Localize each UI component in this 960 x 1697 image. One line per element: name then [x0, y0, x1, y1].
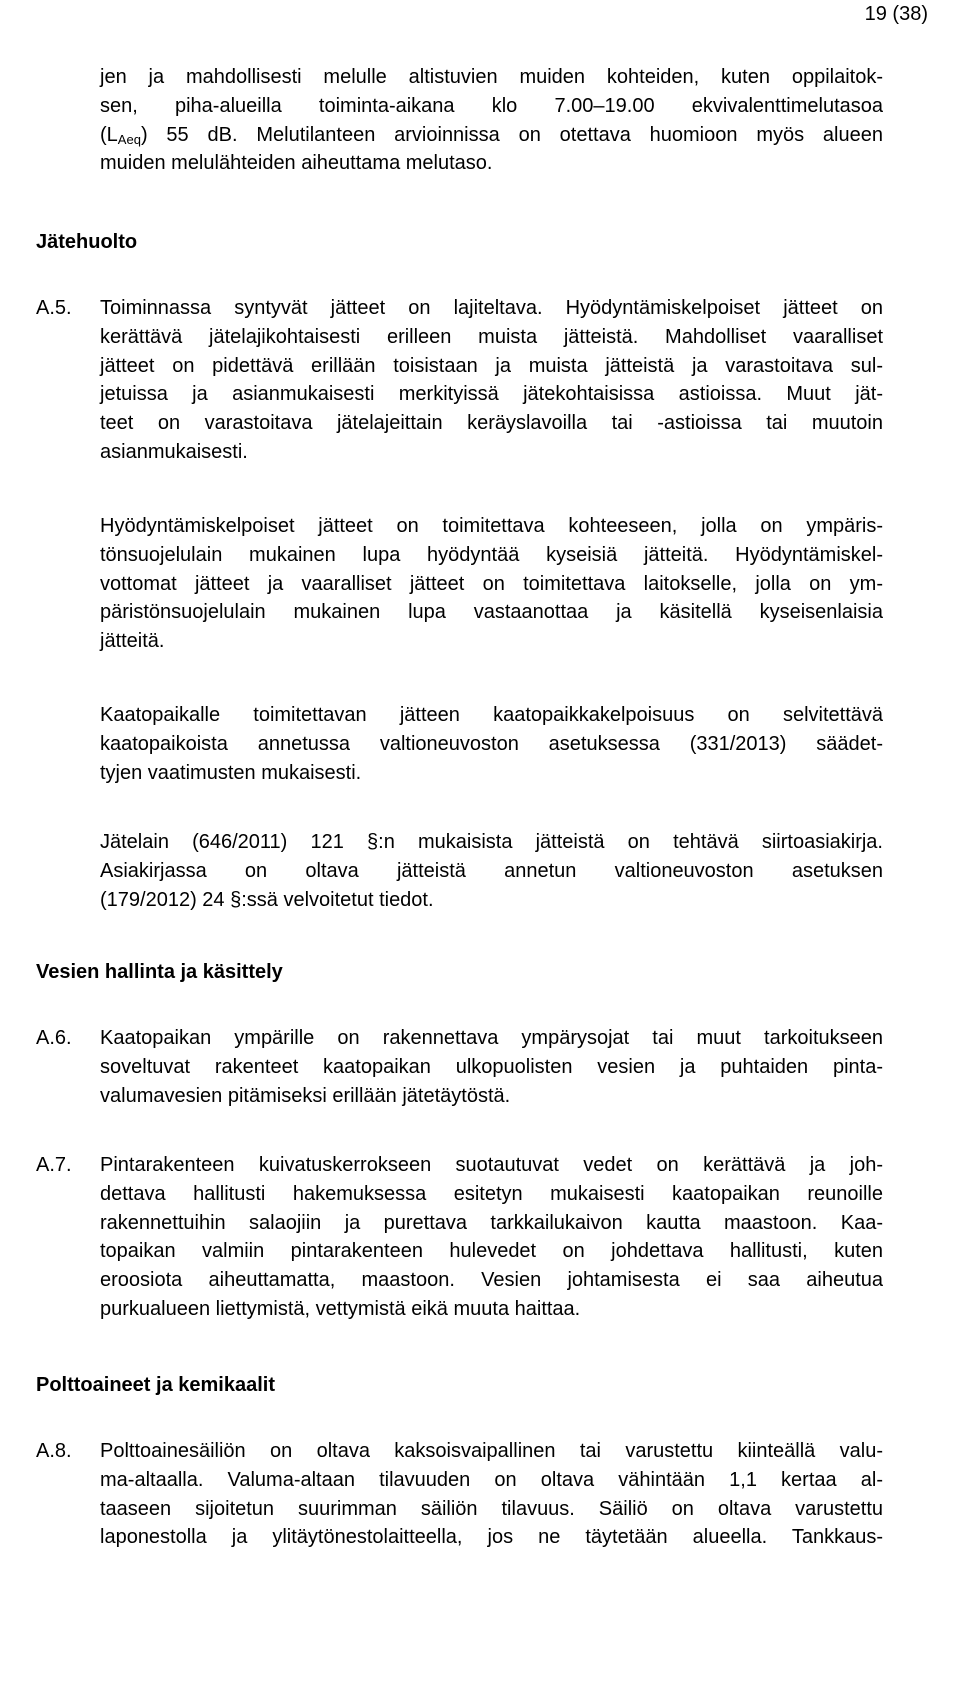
text-line	[100, 121, 883, 150]
text-line: kerättävä jätelajikohtaisesti erilleen muista jätteistä. Mahdolliset vaaralliset	[100, 325, 883, 348]
text-line: eroosiota aiheuttamatta, maastoon. Vesien johtamisesta ei saa aiheutua	[100, 1269, 883, 1292]
text-line: dettava hallitusti hakemuksessa esitetyn mukaisesti kaatopaikan reunoille	[100, 1182, 883, 1205]
text-line: Jätelain (646/2011) 121 §:n mukaisista jätteistä on tehtävä siirtoasiakirja.	[100, 831, 883, 853]
text-line: topaikan valmiin pintarakenteen hulevedet on johdettava hallitusti, kuten	[100, 1240, 883, 1263]
text-line: teet on varastoitava jätelajeittain keräyslavoilla tai -astioissa tai muutoin	[100, 412, 883, 435]
text-line: Toiminnassa syntyvät jätteet on lajiteltava. Hyödyntämiskelpoiset jätteet on	[100, 297, 883, 319]
text-line: kaatopaikoista annetussa valtioneuvoston asetuksessa (331/2013) säädet-	[100, 732, 883, 755]
text-line: tyjen vaatimusten mukaisesti.	[100, 761, 362, 784]
text-line: Kaatopaikan ympärille on rakennettava ympärysojat tai muut tarkoitukseen	[100, 1027, 883, 1049]
text-line: jen ja mahdollisesti melulle altistuvien muiden kohteiden, kuten oppilaitok-	[100, 66, 883, 88]
text-line: sen, piha-alueilla toiminta-aikana klo 7.00–19.00 ekvivalenttimelutasoa	[100, 94, 883, 117]
text-line: Hyödyntämiskelpoiset jätteet on toimitettava kohteeseen, jolla on ympäris-	[100, 515, 883, 537]
a7-paragraph	[100, 1151, 883, 1324]
item-number-a7: A.7.	[36, 1154, 72, 1176]
item-number-a5: A.5.	[36, 297, 72, 319]
text-line: vottomat jätteet ja vaaralliset jätteet on toimitettava laitokselle, jolla on ym-	[100, 572, 883, 595]
a5-paragraph-1	[100, 294, 883, 467]
text-line: jetuissa ja asianmukaisesti merkityissä jätekohtaisissa astioissa. Muut jät-	[100, 383, 883, 406]
intro-paragraph	[100, 63, 883, 178]
text-line: Asiakirjassa on oltava jätteistä annetun valtioneuvoston asetuksen	[100, 859, 883, 882]
text-line: ma-altaalla. Valuma-altaan tilavuuden on oltava vähintään 1,1 kertaa al-	[100, 1468, 883, 1491]
text-line: taaseen sijoitetun suurimman säiliön tilavuus. Säiliö on oltava varustettu	[100, 1497, 883, 1520]
item-number-a6: A.6.	[36, 1027, 72, 1049]
item-number-a8: A.8.	[36, 1440, 72, 1462]
text-line: jätteitä.	[100, 630, 165, 653]
text-line: (179/2012) 24 §:ssä velvoitetut tiedot.	[100, 888, 434, 911]
text-line: jätteet on pidettävä erillään toisistaan ja muista jätteistä ja varastoitava sul-	[100, 354, 883, 377]
section-heading-jatehuolto: Jätehuolto	[36, 231, 138, 253]
a5-paragraph-2	[100, 512, 883, 656]
text-line: rakennettuihin salaojiin ja purettava tarkkailukaivon kautta maastoon. Kaa-	[100, 1211, 883, 1234]
subscript: Aeq	[117, 131, 141, 147]
a5-paragraph-3	[100, 701, 883, 787]
a5-paragraph-4	[100, 828, 883, 914]
text-line: Pintarakenteen kuivatuskerrokseen suotautuvat vedet on kerättävä ja joh-	[100, 1154, 883, 1176]
section-heading-polttoaineet: Polttoaineet ja kemikaalit	[36, 1374, 275, 1396]
section-heading-vesien: Vesien hallinta ja käsittely	[36, 961, 283, 983]
text-line: päristönsuojelulain mukainen lupa vastaanottaa ja käsitellä kyseisenlaisia	[100, 601, 883, 624]
text-line: purkualueen liettymistä, vettymistä eikä muuta haittaa.	[100, 1297, 581, 1320]
text-fragment: ) 55 dB. Melutilanteen arvioinnissa on otettava huomioon myös alueen	[140, 123, 883, 146]
a6-paragraph	[100, 1024, 883, 1110]
text-line: asianmukaisesti.	[100, 440, 248, 463]
text-fragment: (L	[100, 123, 118, 146]
a8-paragraph	[100, 1437, 883, 1552]
text-line: muiden melulähteiden aiheuttama melutaso.	[100, 152, 493, 175]
text-line: Polttoainesäiliön on oltava kaksoisvaipallinen tai varustettu kiinteällä valu-	[100, 1440, 883, 1462]
text-line: Kaatopaikalle toimitettavan jätteen kaatopaikkakelpoisuus on selvitettävä	[100, 704, 883, 726]
text-line: soveltuvat rakenteet kaatopaikan ulkopuolisten vesien ja puhtaiden pinta-	[100, 1055, 883, 1078]
text-line: tönsuojelulain mukainen lupa hyödyntää kyseisiä jätteitä. Hyödyntämiskel-	[100, 543, 883, 566]
page-number: 19 (38)	[864, 3, 928, 25]
text-line: laponestolla ja ylitäytönestolaitteella, jos ne täytetään alueella. Tankkaus-	[100, 1526, 883, 1549]
text-line: valumavesien pitämiseksi erillään jätetäytöstä.	[100, 1084, 511, 1107]
